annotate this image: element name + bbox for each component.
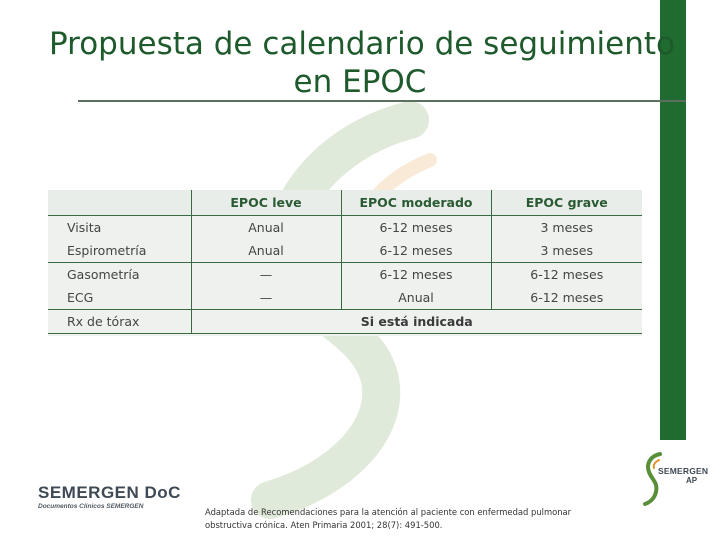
- header-epoc-leve: EPOC leve: [191, 190, 341, 216]
- citation-line-2: obstructiva crónica. Aten Primaria 2001; 28(7): 491-500.: [205, 520, 443, 530]
- table-row: [48, 239, 642, 263]
- table-cell-span: Si está indicada: [191, 310, 642, 334]
- slide-title: [0, 25, 720, 101]
- table-cell: 3 meses: [491, 216, 642, 240]
- semergen-doc-logo: [38, 484, 181, 511]
- header-epoc-grave: EPOC grave: [491, 190, 642, 216]
- title-line-2: en EPOC: [293, 63, 427, 100]
- table-cell: —: [191, 286, 341, 310]
- logo-right-ap: AP: [686, 476, 698, 485]
- logo-main-text: SEMERGEN DoC: [38, 483, 181, 502]
- table-cell: 6-12 meses: [341, 216, 491, 240]
- table-cell: 6-12 meses: [491, 286, 642, 310]
- table-row: [48, 286, 642, 310]
- row-label: Gasometría: [67, 267, 140, 282]
- logo-right-text: SEMERGEN: [658, 466, 709, 476]
- source-citation: [205, 506, 605, 532]
- row-label: Espirometría: [48, 239, 191, 263]
- table-cell: Anual: [191, 216, 341, 240]
- follow-up-table: [48, 190, 642, 334]
- header-epoc-moderado: EPOC moderado: [341, 190, 491, 216]
- table-row: [48, 310, 642, 334]
- row-label: ECG: [48, 286, 191, 310]
- follow-up-table-container: [48, 190, 642, 336]
- logo-sub-text: Documentos Clínicos SEMERGEN: [38, 503, 144, 510]
- citation-line-1: Adaptada de Recomendaciones para la atención al paciente con enfermedad pulmonar: [205, 507, 572, 517]
- title-line-1: Propuesta de calendario de seguimiento: [49, 25, 675, 62]
- semergen-s-icon: [642, 450, 664, 506]
- table-cell: Anual: [341, 286, 491, 310]
- table-cell: 6-12 meses: [341, 263, 491, 287]
- row-label: Rx de tórax: [48, 310, 191, 334]
- table-header-row: [48, 190, 642, 216]
- table-cell: 3 meses: [491, 239, 642, 263]
- table-row: [48, 263, 642, 287]
- table-row: [48, 216, 642, 240]
- table-cell: 6-12 meses: [491, 263, 642, 287]
- semergen-ap-logo: [642, 450, 708, 510]
- row-label: Visita: [67, 220, 102, 235]
- header-blank: [48, 190, 191, 216]
- table-cell: Anual: [191, 239, 341, 263]
- table-cell: 6-12 meses: [341, 239, 491, 263]
- table-cell: —: [191, 263, 341, 287]
